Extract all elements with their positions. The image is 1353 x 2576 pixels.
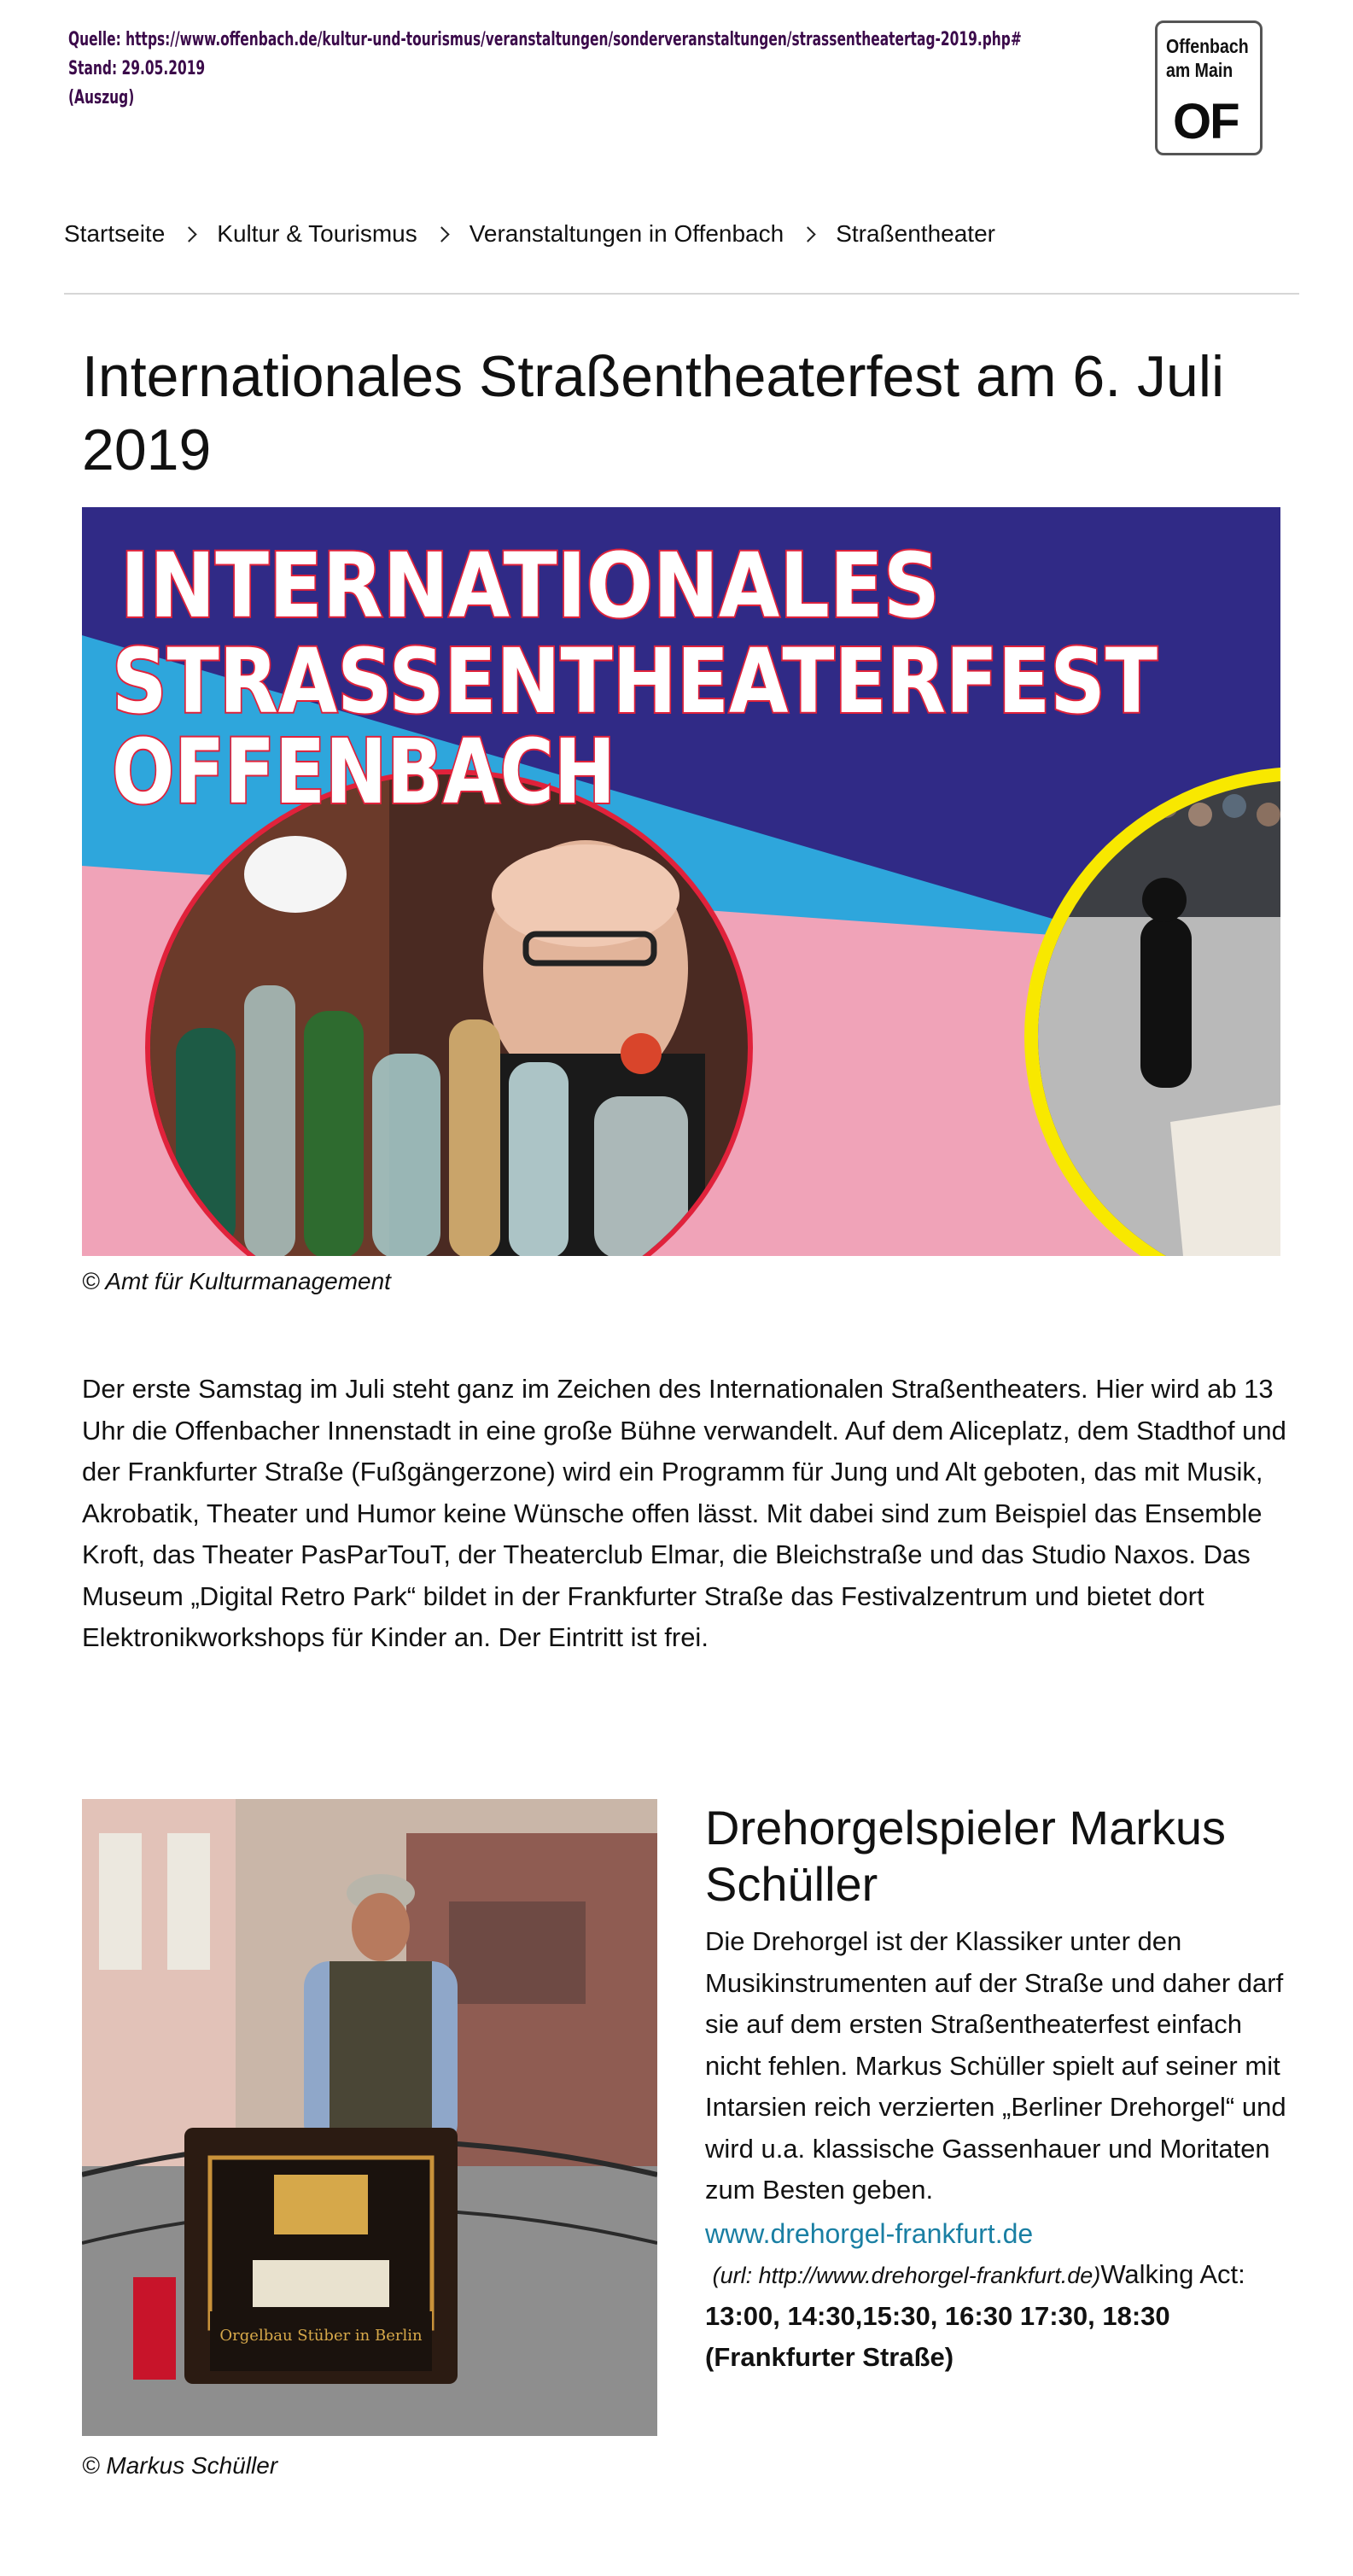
breadcrumb-kultur-tourismus[interactable]: Kultur & Tourismus bbox=[217, 220, 417, 247]
artist-heading: Drehorgelspieler Markus Schüller bbox=[705, 1801, 1227, 1911]
logo-line-2: am Main bbox=[1166, 59, 1233, 81]
drehorgel-photo bbox=[82, 1799, 657, 2436]
source-date: Stand: 29.05.2019 bbox=[68, 58, 206, 79]
photo-caption: © Markus Schüller bbox=[82, 2452, 278, 2479]
divider bbox=[64, 293, 1299, 295]
breadcrumb-veranstaltungen[interactable]: Veranstaltungen in Offenbach bbox=[469, 220, 784, 247]
banner-line-3: OFFENBACH bbox=[112, 720, 615, 824]
walking-act-label: Walking Act: bbox=[1100, 2258, 1245, 2289]
source-url: Quelle: https://www.offenbach.de/kultur-und-tourismus/veranstaltungen/sonderveranstaltungen/strassentheatertag-2019.php# bbox=[68, 29, 1022, 50]
festival-banner-image bbox=[82, 507, 1280, 1256]
source-excerpt-note: (Auszug) bbox=[68, 87, 135, 108]
intro-paragraph: Der erste Samstag im Juli steht ganz im Zeichen des Internationalen Straßentheaters. Hier wird ab 13 Uhr die Offenbacher Innenstadt in eine große Bühne verwandelt. Auf dem Aliceplatz, dem Stadthof und der Frankfurter Straße (Fußgängerzone) wird ein Programm für Jung und Alt geboten, das mit Musik, Akrobatik, Theater und Humor keine Wünsche offen lässt. Mit dabei sind zum Beispiel das Ensemble Kroft, das Theater PasParTouT, der Theaterclub Elmar, die Bleichstraße und das Studio Naxos. Das Museum „Digital Retro Park“ bildet in der Frankfurter Straße das Festivalzentrum und bietet dort Elektronikworkshops für Kinder an. Der Eintritt ist frei. bbox=[82, 1374, 1286, 1652]
url-note: (url: http://www.drehorgel-frankfurt.de) bbox=[712, 2262, 1101, 2288]
artist-website-link[interactable]: www.drehorgel-frankfurt.de bbox=[705, 2217, 1034, 2249]
breadcrumb-home[interactable]: Startseite bbox=[64, 220, 166, 247]
logo-mark: OF bbox=[1173, 94, 1239, 149]
chevron-right-icon bbox=[182, 226, 197, 242]
chevron-right-icon bbox=[434, 226, 449, 242]
artist-info bbox=[705, 1800, 1294, 2378]
breadcrumb-current: Straßentheater bbox=[836, 220, 995, 247]
url-line bbox=[705, 2254, 1294, 2296]
banner-line-1: INTERNATIONALES bbox=[120, 534, 940, 638]
source-note bbox=[68, 26, 1022, 113]
breadcrumb bbox=[64, 220, 995, 248]
banner-caption: © Amt für Kulturmanagement bbox=[82, 1268, 391, 1294]
offenbach-logo[interactable] bbox=[1155, 20, 1263, 155]
chevron-right-icon bbox=[800, 226, 815, 242]
logo-line-1: Offenbach bbox=[1166, 35, 1249, 57]
banner-line-2: STRASSENTHEATERFEST bbox=[112, 629, 1158, 733]
artist-description: Die Drehorgel ist der Klassiker unter den Musikinstrumenten auf der Straße und daher darf sie auf dem ersten Straßentheaterfest einfach nicht fehlen. Markus Schüller spielt auf seiner mit Intarsien reich verzierten „Berliner Drehorgel“ und wird u.a. klassische Gassenhauer und Moritaten zum Besten geben. bbox=[705, 1926, 1286, 2205]
page-title: Internationales Straßentheaterfest am 6. Juli 2019 bbox=[82, 344, 1225, 482]
organ-sign-text: Orgelbau Stüber in Berlin bbox=[219, 2327, 423, 2345]
performance-times: 13:00, 14:30,15:30, 16:30 17:30, 18:30 (Frankfurter Straße) bbox=[705, 2300, 1170, 2372]
